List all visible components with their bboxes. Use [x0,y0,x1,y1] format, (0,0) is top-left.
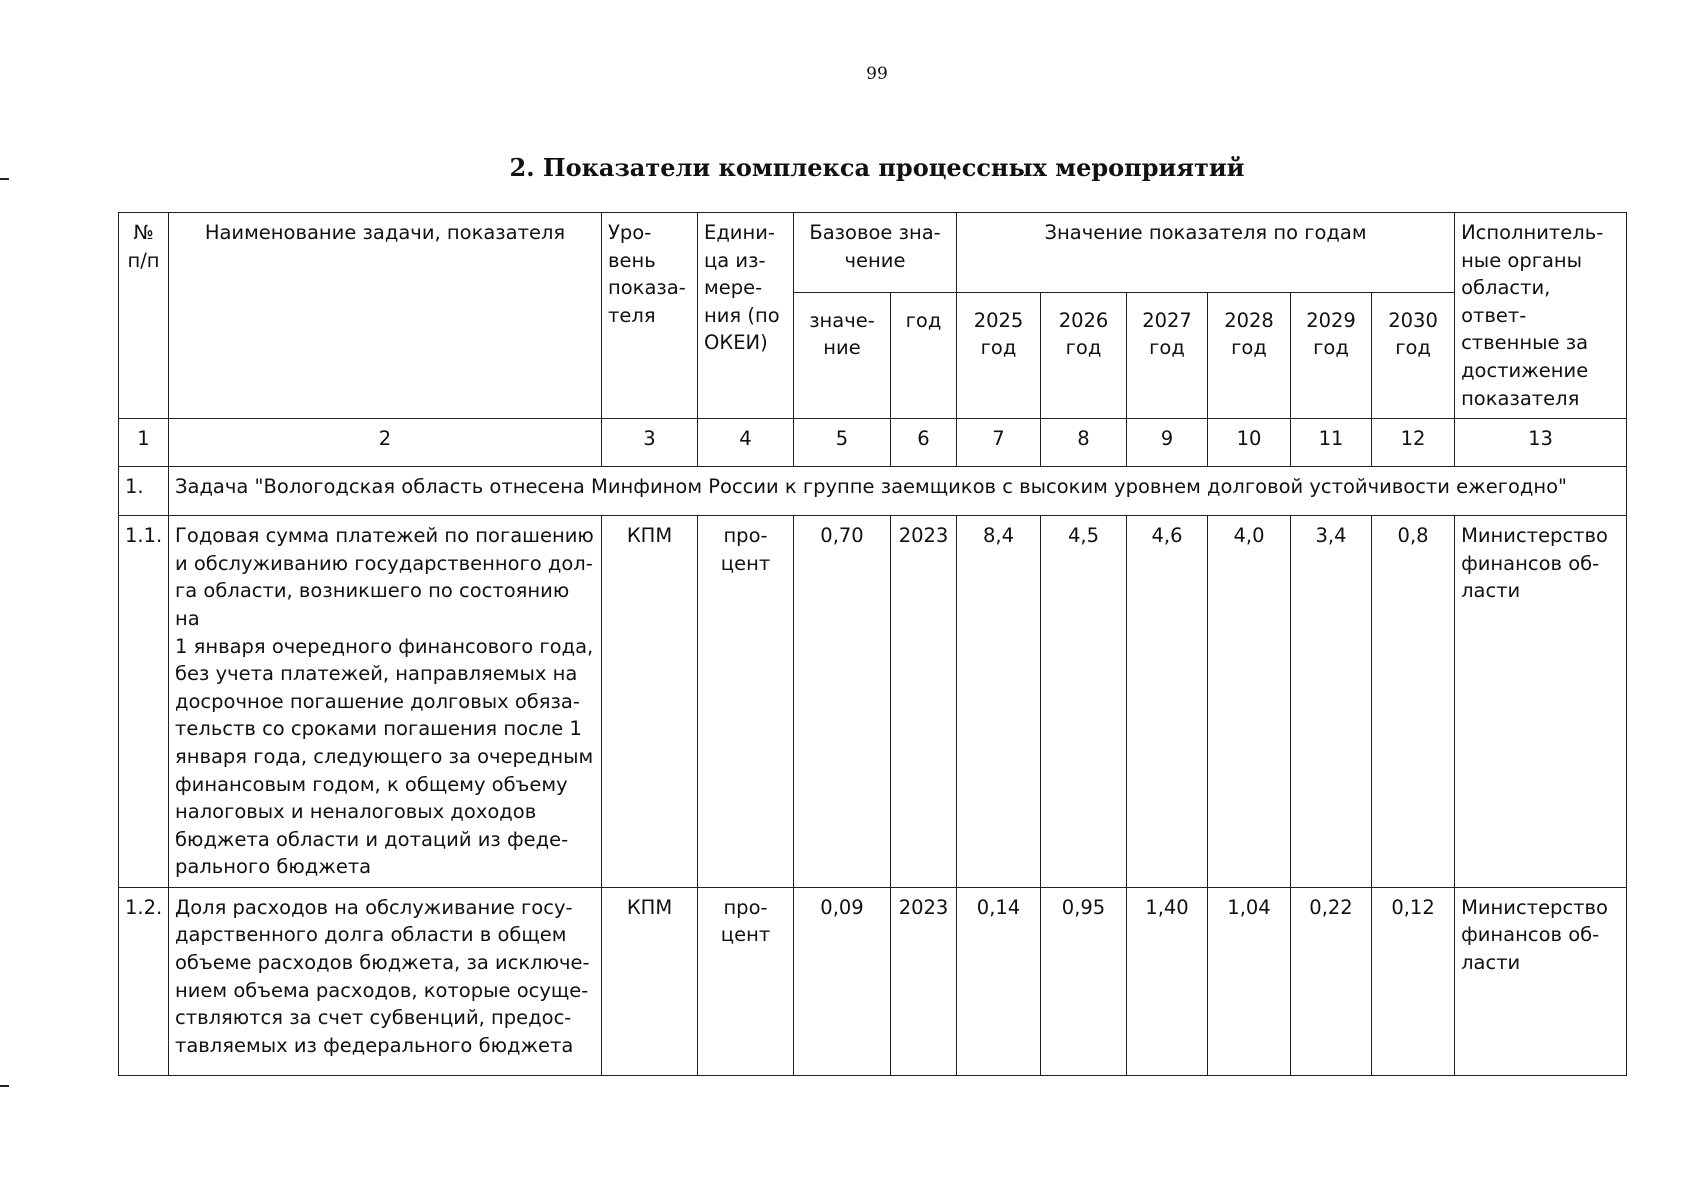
header-base: Базовое зна- чение [794,213,957,293]
column-number: 7 [957,419,1041,467]
row-value-2026: 0,95 [1041,887,1127,1075]
row-unit: про- цент [698,887,794,1075]
row-value-2027: 4,6 [1127,516,1208,888]
row-name: Доля расходов на обслуживание госу- дарственного долга области в общем объеме расходов бюджета, за исключе- нием объема расходов, которые осуще- ствляются за счет субвенций, предос- тавляемых из федерального бюджета [169,887,602,1075]
page-number: 99 [866,64,888,84]
column-number: 6 [891,419,957,467]
section-title: 2. Показатели комплекса процессных мероприятий [509,153,1245,182]
row-base-year: 2023 [891,887,957,1075]
indicators-table [118,212,1627,1076]
row-value-2030: 0,8 [1372,516,1455,888]
header-year-2028: 2028 год [1208,292,1291,418]
row-value-2027: 1,40 [1127,887,1208,1075]
row-base-year: 2023 [891,516,957,888]
row-value-2025: 8,4 [957,516,1041,888]
header-base-value: значе- ние [794,292,891,418]
table-row [119,887,1627,1075]
row-base-value: 0,70 [794,516,891,888]
column-number: 3 [602,419,698,467]
row-executor: Министерство финансов об- ласти [1455,887,1627,1075]
task-row [119,467,1627,516]
row-executor: Министерство финансов об- ласти [1455,516,1627,888]
header-unit: Едини- ца из- мере- ния (по ОКЕИ) [698,213,794,419]
row-level: КПМ [602,887,698,1075]
column-number: 5 [794,419,891,467]
row-value-2029: 3,4 [1291,516,1372,888]
column-number: 11 [1291,419,1372,467]
column-number-row [119,419,1627,467]
column-number: 8 [1041,419,1127,467]
row-base-value: 0,09 [794,887,891,1075]
header-years-group: Значение показателя по годам [957,213,1455,293]
header-year-2030: 2030 год [1372,292,1455,418]
task-num: 1. [119,467,169,516]
row-value-2025: 0,14 [957,887,1041,1075]
table-row [119,516,1627,888]
column-number: 12 [1372,419,1455,467]
row-unit: про- цент [698,516,794,888]
row-num: 1.1. [119,516,169,888]
header-year-2025: 2025 год [957,292,1041,418]
row-name: Годовая сумма платежей по погашению и обслуживанию государственного дол- га области, возникшего по состоянию на 1 января очередного финансового года, без учета платежей, направляемых на досрочное погашение долговых обяза- тельств со сроками погашения после 1 января года, следующего за очередным финансовым годом, к общему объему налоговых и неналоговых доходов бюджета области и дотаций из феде- рального бюджета [169,516,602,888]
row-value-2028: 4,0 [1208,516,1291,888]
header-row-1 [119,213,1627,293]
header-year-2029: 2029 год [1291,292,1372,418]
header-executors: Исполнитель- ные органы области, ответ- ственные за достижение показателя [1455,213,1627,419]
header-level: Уро- вень показа- теля [602,213,698,419]
task-text: Задача "Вологодская область отнесена Минфином России к группе заемщиков с высоким уровнем долговой устойчивости ежегодно" [169,467,1627,516]
header-year-2026: 2026 год [1041,292,1127,418]
row-num: 1.2. [119,887,169,1075]
column-number: 10 [1208,419,1291,467]
header-year-2027: 2027 год [1127,292,1208,418]
edge-mark-top [0,178,9,180]
header-name: Наименование задачи, показателя [169,213,602,419]
header-base-year: год [891,292,957,418]
edge-mark-bottom [0,1085,9,1087]
row-value-2030: 0,12 [1372,887,1455,1075]
row-level: КПМ [602,516,698,888]
row-value-2026: 4,5 [1041,516,1127,888]
column-number: 1 [119,419,169,467]
column-number: 4 [698,419,794,467]
column-number: 9 [1127,419,1208,467]
row-value-2029: 0,22 [1291,887,1372,1075]
row-value-2028: 1,04 [1208,887,1291,1075]
header-num: № п/п [119,213,169,419]
column-number: 13 [1455,419,1627,467]
column-number: 2 [169,419,602,467]
